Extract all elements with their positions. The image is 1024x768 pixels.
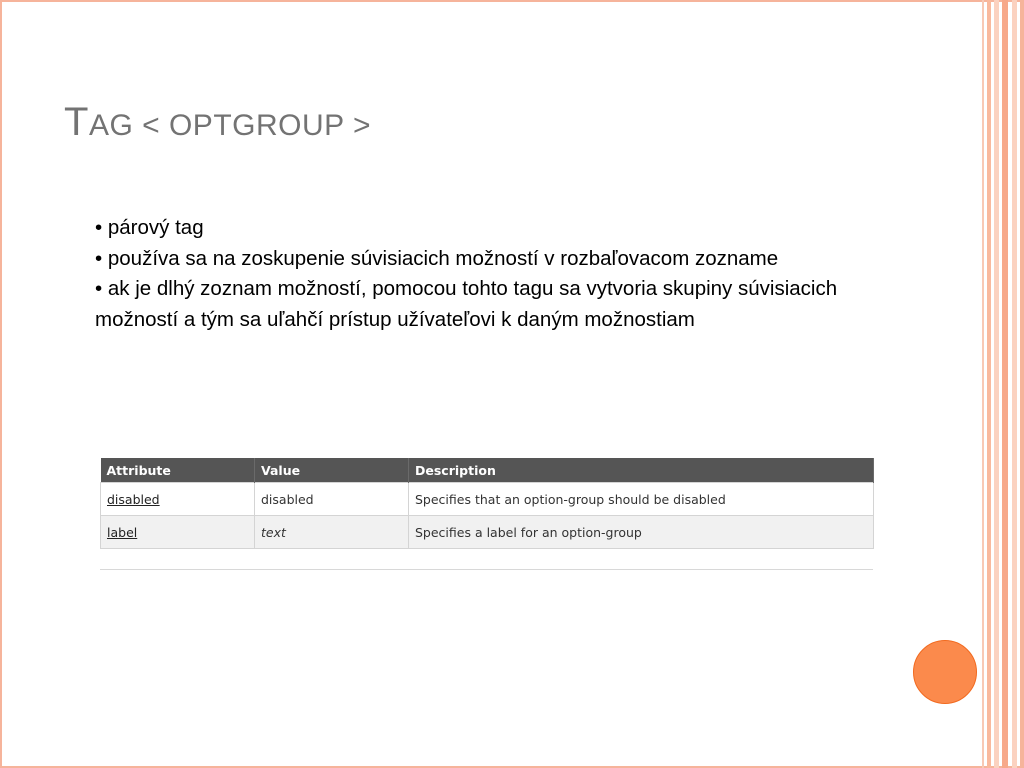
slide-title-rest: AG < OPTGROUP > xyxy=(88,109,371,142)
attribute-link-label[interactable]: label xyxy=(107,524,138,540)
attribute-cell xyxy=(101,516,255,549)
table-row xyxy=(101,483,874,516)
value-cell: disabled xyxy=(255,483,409,516)
value-cell: text xyxy=(255,516,409,549)
table-row xyxy=(101,516,874,549)
bullet-item: • ak je dlhý zoznam možností, pomocou tohto tagu sa vytvoria skupiny súvisiacich možností a tým sa uľahčí prístup užívateľovi k daným možnostiam xyxy=(95,277,838,331)
slide-title xyxy=(64,100,371,145)
attribute-cell xyxy=(101,483,255,516)
table-header-row xyxy=(101,458,874,483)
header-value: Value xyxy=(255,458,409,483)
attribute-link-disabled[interactable]: disabled xyxy=(107,491,160,507)
description-cell: Specifies a label for an option-group xyxy=(409,516,874,549)
header-attribute: Attribute xyxy=(101,458,255,483)
description-cell: Specifies that an option-group should be disabled xyxy=(409,483,874,516)
decorative-circle xyxy=(913,640,977,704)
header-description: Description xyxy=(409,458,874,483)
bullet-item: • používa sa na zoskupenie súvisiacich možností v rozbaľovacom zozname xyxy=(95,246,779,270)
attribute-table xyxy=(100,458,873,549)
divider-line xyxy=(100,569,873,570)
bullet-list xyxy=(95,213,865,335)
slide-title-first-letter: T xyxy=(64,100,89,144)
bullet-item: • párový tag xyxy=(95,216,204,239)
decorative-stripes xyxy=(978,0,1024,768)
